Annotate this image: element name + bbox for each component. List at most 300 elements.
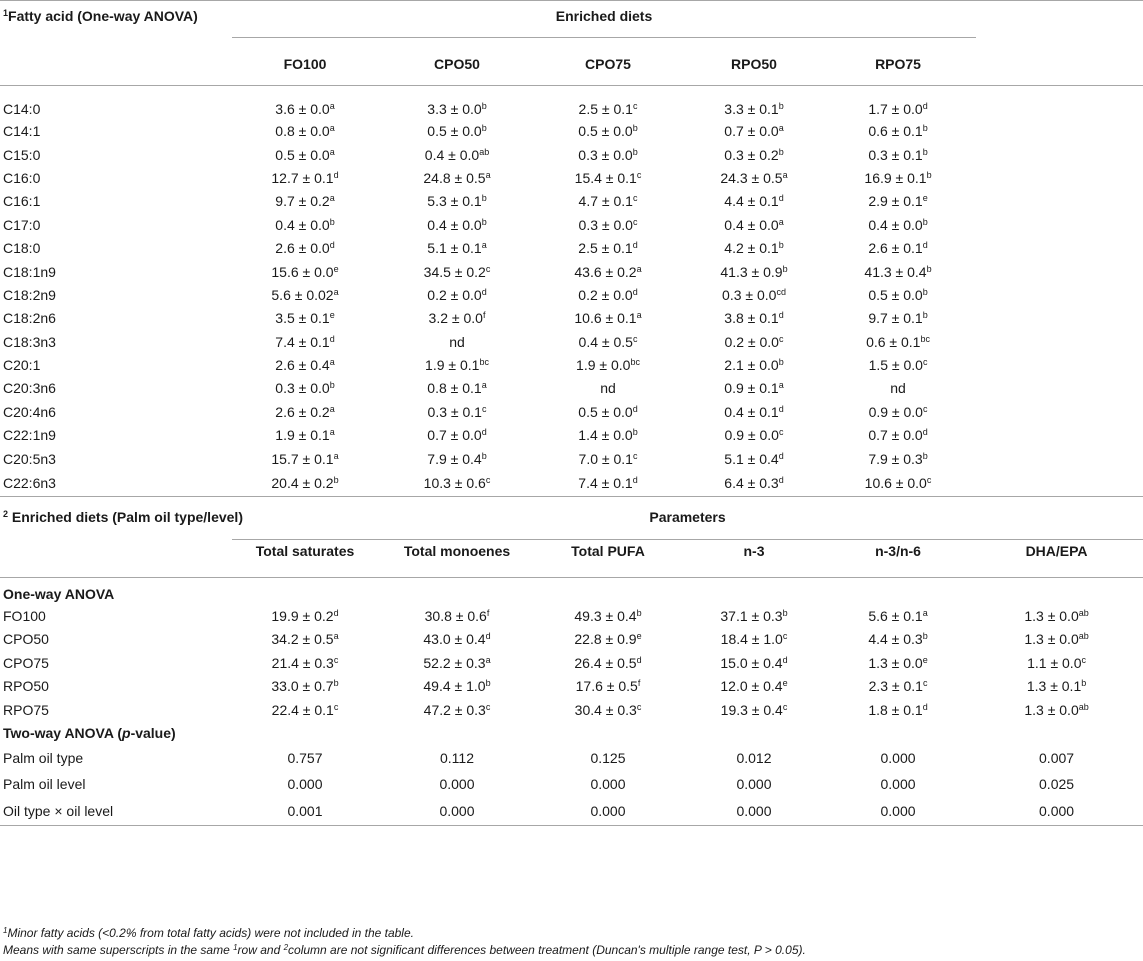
column-header-cpo75: CPO75 <box>534 44 682 86</box>
table-cell-superscript: b <box>481 193 487 204</box>
table-cell-superscript: b <box>481 216 487 227</box>
table-cell-value: 2.5 ± 0.1 <box>578 100 633 117</box>
table-row <box>0 260 1143 283</box>
table-cell-superscript: d <box>632 403 638 414</box>
footnote-1-text: Minor fatty acids (<0.2% from total fatty acids) were not included in the table. <box>7 926 414 940</box>
table-cell: 0.025 <box>1039 776 1075 793</box>
table-cell <box>826 698 970 721</box>
row-label: Palm oil level <box>3 776 86 793</box>
table-cell-superscript: a <box>329 100 335 111</box>
empty-cell <box>970 1 1143 44</box>
table-cell-value: 10.6 ± 0.0 <box>864 475 927 492</box>
column-header-dha-epa: DHA/EPA <box>970 540 1143 577</box>
table-cell <box>230 120 380 143</box>
table-cell-value: 0.3 ± 0.0 <box>578 216 633 233</box>
table-cell-superscript: b <box>922 286 928 297</box>
table-cell-value: 1.5 ± 0.0 <box>868 357 923 374</box>
table-cell-superscript: a <box>481 380 487 391</box>
table-row <box>0 745 1143 772</box>
table-cell-superscript: ab <box>1078 608 1089 619</box>
table-cell <box>682 120 826 143</box>
column-header-n-3-n-6: n-3/n-6 <box>826 540 970 577</box>
table-cell <box>970 651 1143 674</box>
table-cell <box>826 447 970 470</box>
footnote-2-text-b: row and <box>237 943 284 957</box>
table-cell <box>534 651 682 674</box>
table-cell-superscript: a <box>333 286 339 297</box>
table-cell-value: 1.9 ± 0.1 <box>425 357 480 374</box>
column-header-cpo50: CPO50 <box>380 44 534 86</box>
table-cell-value: 0.7 ± 0.0 <box>724 123 779 140</box>
table-cell <box>682 470 826 496</box>
table-cell <box>826 307 970 330</box>
table-row <box>0 604 1143 627</box>
table-cell-value: 3.3 ± 0.0 <box>427 100 482 117</box>
table-cell-value: 7.4 ± 0.1 <box>578 475 633 492</box>
row-label: C17:0 <box>3 216 41 233</box>
table-cell <box>682 424 826 447</box>
footnote-1-sup: 1 <box>3 926 8 935</box>
section2-title-sup: 2 <box>3 508 9 519</box>
table-cell-superscript: b <box>782 263 788 274</box>
table-cell-superscript: d <box>778 193 784 204</box>
table-cell-value: 2.6 ± 0.0 <box>275 240 330 257</box>
oneway-anova-row <box>0 577 1143 604</box>
table-cell-superscript: b <box>778 357 784 368</box>
empty-cell <box>970 283 1143 306</box>
empty-cell <box>970 190 1143 213</box>
table-cell-superscript: a <box>922 608 928 619</box>
table-cell-value: 2.9 ± 0.1 <box>868 193 923 210</box>
table-cell-superscript: d <box>485 631 491 642</box>
table-cell <box>970 604 1143 627</box>
table-cell-value: 2.6 ± 0.4 <box>275 357 330 374</box>
table-cell: 0.000 <box>880 776 916 793</box>
row-label: C20:5n3 <box>3 450 56 467</box>
table-cell-value: 7.9 ± 0.3 <box>868 450 923 467</box>
table-cell-value: 2.6 ± 0.1 <box>868 240 923 257</box>
table-cell-value: 12.7 ± 0.1 <box>271 169 334 186</box>
table-cell <box>534 166 682 189</box>
table-cell-superscript: c <box>632 450 638 461</box>
table-cell-superscript: c <box>922 678 928 689</box>
table-cell-value: 0.4 ± 0.0 <box>427 216 482 233</box>
table-cell-value: 3.5 ± 0.1 <box>275 310 330 327</box>
table-cell <box>534 628 682 651</box>
table-cell-superscript: b <box>485 678 491 689</box>
empty-cell <box>970 424 1143 447</box>
table-cell-superscript: a <box>329 123 335 134</box>
table-cell <box>230 283 380 306</box>
table-cell <box>380 400 534 423</box>
table-cell-value: 24.3 ± 0.5 <box>720 169 783 186</box>
table-cell <box>534 213 682 236</box>
table-row <box>0 236 1143 259</box>
table-cell-superscript: ab <box>1078 631 1089 642</box>
section2-title <box>0 496 243 540</box>
table-cell-superscript: a <box>778 123 784 134</box>
table-cell-value: 7.0 ± 0.1 <box>578 450 633 467</box>
empty-cell <box>970 86 1143 120</box>
table-cell <box>534 447 682 470</box>
table-cell <box>682 330 826 353</box>
table-cell-value: 0.5 ± 0.0 <box>275 146 330 163</box>
table-cell-superscript: c <box>782 631 788 642</box>
empty-cell <box>0 44 230 86</box>
empty-cell <box>970 213 1143 236</box>
table-cell <box>826 470 970 496</box>
table-cell <box>380 236 534 259</box>
table-cell <box>230 166 380 189</box>
table-cell-superscript: a <box>636 310 642 321</box>
section2-group-header-text: Parameters <box>232 509 1143 540</box>
table-cell <box>380 190 534 213</box>
table-row <box>0 470 1143 496</box>
row-label: C22:6n3 <box>0 470 230 496</box>
table-cell-value: 1.1 ± 0.0 <box>1027 654 1082 671</box>
table-cell-superscript: e <box>333 263 339 274</box>
table-cell-value: 21.4 ± 0.3 <box>271 654 334 671</box>
table-cell <box>534 400 682 423</box>
table-cell-value: 3.3 ± 0.1 <box>724 100 779 117</box>
table-cell-superscript: c <box>1081 654 1086 665</box>
table-cell-superscript: bc <box>630 357 640 368</box>
table-cell <box>534 675 682 698</box>
table-cell-superscript: bc <box>479 357 489 368</box>
table-row <box>0 377 1143 400</box>
table-cell-value: 1.3 ± 0.0 <box>868 654 923 671</box>
table-row <box>0 771 1143 798</box>
table-cell-superscript: c <box>922 403 928 414</box>
table-cell <box>826 400 970 423</box>
row-label: C14:1 <box>3 123 41 140</box>
table-row <box>0 166 1143 189</box>
table-cell-superscript: d <box>632 475 638 486</box>
empty-cell <box>970 721 1143 744</box>
table-cell <box>380 260 534 283</box>
table-cell <box>682 307 826 330</box>
table-cell-value: 0.3 ± 0.1 <box>868 146 923 163</box>
table-cell <box>230 307 380 330</box>
table-cell-value: 0.4 ± 0.5 <box>578 333 633 350</box>
table-cell-value: 0.3 ± 0.1 <box>427 403 482 420</box>
table-cell-superscript: a <box>329 427 335 438</box>
oneway-anova-label: One-way ANOVA <box>3 586 115 603</box>
table-cell-value: 0.8 ± 0.0 <box>275 123 330 140</box>
table-cell-value: 0.8 ± 0.1 <box>427 380 482 397</box>
table-row <box>0 283 1143 306</box>
table-cell-value: 16.9 ± 0.1 <box>864 169 927 186</box>
table-cell <box>230 424 380 447</box>
empty-cell <box>970 577 1143 604</box>
table-cell-value: 43.6 ± 0.2 <box>574 263 637 280</box>
table-cell: 0.001 <box>230 798 380 826</box>
table-cell-value: 2.3 ± 0.1 <box>868 678 923 695</box>
table-cell: 0.000 <box>970 798 1143 826</box>
table-cell-superscript: b <box>922 310 928 321</box>
row-label: CPO50 <box>3 631 49 648</box>
table-cell-value: 0.4 ± 0.0 <box>424 146 480 163</box>
empty-cell <box>970 44 1143 86</box>
table-cell-value: 0.5 ± 0.0 <box>427 123 482 140</box>
table-cell-superscript: b <box>922 450 928 461</box>
table-cell-superscript: b <box>778 100 784 111</box>
table-cell-value: 4.4 ± 0.1 <box>724 193 779 210</box>
table-row <box>0 213 1143 236</box>
section1-group-header <box>230 1 970 44</box>
table-row <box>0 330 1143 353</box>
table-cell <box>230 651 380 674</box>
table-body <box>0 1 1143 826</box>
table-cell-value: 3.6 ± 0.0 <box>275 100 330 117</box>
empty-cell <box>682 577 826 604</box>
table-row <box>0 307 1143 330</box>
table-cell-superscript: d <box>778 475 784 486</box>
table-row <box>0 698 1143 721</box>
table-cell-superscript: c <box>782 701 788 712</box>
table-cell <box>534 330 682 353</box>
table-cell-value: 41.3 ± 0.9 <box>720 263 783 280</box>
table-cell-superscript: d <box>329 240 335 251</box>
row-label: Oil type × oil level <box>0 798 230 826</box>
table-cell <box>380 330 534 353</box>
table-cell-superscript: ab <box>479 146 490 157</box>
footnote-2-text-c: column are not significant differences between treatment (Duncan's multiple range test, P > 0.05). <box>288 943 806 957</box>
column-header-total-monoenes: Total monoenes <box>380 540 534 577</box>
table-cell-superscript: b <box>632 146 638 157</box>
table-cell-superscript: e <box>636 631 642 642</box>
table-cell <box>534 424 682 447</box>
table-cell-superscript: c <box>481 403 487 414</box>
table-cell-superscript: cd <box>776 286 786 297</box>
column-header-rpo75: RPO75 <box>826 44 970 86</box>
column-header-total-pufa: Total PUFA <box>534 540 682 577</box>
table-cell <box>970 698 1143 721</box>
table-row <box>0 447 1143 470</box>
table-cell-value: 43.0 ± 0.4 <box>423 631 486 648</box>
table-cell <box>534 698 682 721</box>
table-cell-superscript: c <box>632 216 638 227</box>
table-cell <box>534 260 682 283</box>
table-cell-value: 0.4 ± 0.1 <box>724 403 779 420</box>
table-cell-superscript: b <box>333 678 339 689</box>
table-cell <box>534 353 682 376</box>
table-cell-superscript: d <box>778 310 784 321</box>
table-cell-superscript: a <box>333 450 339 461</box>
table-row <box>0 651 1143 674</box>
table-cell-superscript: e <box>922 193 928 204</box>
table-cell-superscript: d <box>333 169 339 180</box>
table-cell <box>826 120 970 143</box>
table-cell <box>380 604 534 627</box>
table-cell-superscript: d <box>481 286 487 297</box>
table-cell-value: 34.5 ± 0.2 <box>423 263 486 280</box>
table-cell-value: 20.4 ± 0.2 <box>271 475 334 492</box>
table-cell-superscript: b <box>329 216 335 227</box>
table-cell-superscript: c <box>485 475 491 486</box>
empty-cell <box>970 400 1143 423</box>
table-cell-superscript: d <box>922 427 928 438</box>
table-cell-superscript: d <box>778 450 784 461</box>
section1-title-text: Fatty acid (One-way ANOVA) <box>8 8 198 24</box>
table-cell-superscript: f <box>486 608 490 619</box>
row-label: C20:3n6 <box>3 380 56 397</box>
table-cell-superscript: d <box>922 240 928 251</box>
table-cell-value: 0.9 ± 0.0 <box>868 403 923 420</box>
table-cell-value: 0.3 ± 0.2 <box>724 146 779 163</box>
empty-cell <box>380 721 534 744</box>
table-cell <box>534 604 682 627</box>
table-cell-superscript: d <box>922 100 928 111</box>
table-cell-value: nd <box>890 380 906 397</box>
table-cell-value: 30.8 ± 0.6 <box>424 608 487 625</box>
table-cell <box>380 120 534 143</box>
table-cell <box>682 377 826 400</box>
table-cell <box>380 166 534 189</box>
table-row <box>0 86 1143 120</box>
table-cell-superscript: f <box>482 310 486 321</box>
section1-title <box>0 1 230 44</box>
empty-cell <box>682 721 826 744</box>
table-cell <box>826 166 970 189</box>
table-cell-superscript: b <box>636 608 642 619</box>
table-cell-superscript: b <box>926 169 932 180</box>
column-header-fo100: FO100 <box>230 44 380 86</box>
table-cell <box>230 675 380 698</box>
table-cell-value: 4.7 ± 0.1 <box>578 193 633 210</box>
table-cell-value: 47.2 ± 0.3 <box>423 701 486 718</box>
table-cell <box>380 447 534 470</box>
table-cell <box>230 628 380 651</box>
table-row <box>0 190 1143 213</box>
table-cell: 0.000 <box>534 798 682 826</box>
twoway-anova-label <box>0 721 230 744</box>
table-cell-value: 1.9 ± 0.0 <box>576 357 631 374</box>
table-cell-superscript: d <box>329 333 335 344</box>
table-cell <box>682 400 826 423</box>
table-cell-value: 9.7 ± 0.2 <box>275 193 330 210</box>
table-cell <box>826 283 970 306</box>
table-cell-value: 2.5 ± 0.1 <box>578 240 633 257</box>
table-cell-superscript: c <box>333 654 339 665</box>
section1-column-header-row <box>0 44 1143 86</box>
table-cell: 0.000 <box>826 798 970 826</box>
table-cell <box>682 190 826 213</box>
row-label: C18:3n3 <box>3 333 56 350</box>
table-cell <box>682 628 826 651</box>
table-cell-superscript: b <box>632 427 638 438</box>
table-cell <box>682 143 826 166</box>
table-cell-superscript: e <box>922 654 928 665</box>
table-cell-superscript: c <box>926 475 932 486</box>
table-cell: 0.012 <box>736 749 772 766</box>
table-cell-superscript: a <box>329 193 335 204</box>
table-cell-superscript: ab <box>1078 701 1089 712</box>
table-cell <box>380 628 534 651</box>
table-cell-value: 5.6 ± 0.1 <box>868 608 923 625</box>
empty-cell <box>826 721 970 744</box>
table-cell-value: 10.6 ± 0.1 <box>574 310 637 327</box>
footnote-2 <box>3 943 806 957</box>
table-cell-value: 1.3 ± 0.1 <box>1026 678 1082 695</box>
table-cell <box>826 675 970 698</box>
table-cell-value: 0.4 ± 0.0 <box>724 216 779 233</box>
row-label: C18:2n6 <box>3 310 56 327</box>
table-cell-value: 19.9 ± 0.2 <box>271 608 334 625</box>
row-label: FO100 <box>3 608 46 625</box>
table-cell <box>826 377 970 400</box>
table-cell <box>826 236 970 259</box>
twoway-anova-row <box>0 721 1143 744</box>
table-cell <box>534 120 682 143</box>
table-cell <box>380 213 534 236</box>
table-cell <box>970 628 1143 651</box>
empty-cell <box>970 143 1143 166</box>
table-cell <box>380 698 534 721</box>
table-cell-value: 3.2 ± 0.0 <box>428 310 483 327</box>
column-header-rpo50: RPO50 <box>682 44 826 86</box>
section1-group-header-text: Enriched diets <box>232 8 976 38</box>
section2-column-header-row <box>0 540 1143 577</box>
table-cell <box>682 447 826 470</box>
row-label: RPO50 <box>3 678 49 695</box>
empty-cell <box>970 447 1143 470</box>
table-cell-superscript: d <box>632 240 638 251</box>
table-cell-value: 5.1 ± 0.1 <box>427 240 482 257</box>
empty-cell <box>970 353 1143 376</box>
table-cell-value: 2.1 ± 0.0 <box>724 357 779 374</box>
table-cell-superscript: b <box>926 263 932 274</box>
table-cell <box>534 190 682 213</box>
table-cell-value: 10.3 ± 0.6 <box>423 475 486 492</box>
table-cell-superscript: c <box>778 333 784 344</box>
table-cell-value: 5.6 ± 0.02 <box>271 286 334 303</box>
table-cell: 0.000 <box>590 776 626 793</box>
table-cell-superscript: c <box>636 169 642 180</box>
table-cell-superscript: e <box>329 310 335 321</box>
table-row <box>0 628 1143 651</box>
table-cell-value: nd <box>600 380 616 397</box>
table-cell-superscript: b <box>782 608 788 619</box>
table-cell-superscript: b <box>922 216 928 227</box>
table-cell-value: 1.7 ± 0.0 <box>868 100 923 117</box>
table-cell-value: 34.2 ± 0.5 <box>271 631 334 648</box>
table-cell <box>682 604 826 627</box>
table-cell <box>380 307 534 330</box>
table-cell <box>970 675 1143 698</box>
table-cell <box>534 307 682 330</box>
table-cell-value: 33.0 ± 0.7 <box>271 678 334 695</box>
table-cell <box>826 604 970 627</box>
table-cell <box>682 86 826 120</box>
table-cell <box>380 86 534 120</box>
table-cell-value: 4.4 ± 0.3 <box>868 631 923 648</box>
table-cell-superscript: d <box>632 286 638 297</box>
table-cell-value: 0.9 ± 0.1 <box>724 380 779 397</box>
table-cell <box>534 283 682 306</box>
table-cell: 0.000 <box>880 749 916 766</box>
table-cell-superscript: c <box>636 701 642 712</box>
table-cell-superscript: a <box>329 357 335 368</box>
table-cell <box>826 260 970 283</box>
table-cell-value: 5.1 ± 0.4 <box>724 450 779 467</box>
table-cell-value: 5.3 ± 0.1 <box>427 193 482 210</box>
table-cell-value: 49.4 ± 1.0 <box>423 678 486 695</box>
table-cell <box>230 377 380 400</box>
table-cell-value: 0.3 ± 0.0 <box>722 286 777 303</box>
table-cell-superscript: c <box>922 357 928 368</box>
table-cell <box>826 353 970 376</box>
